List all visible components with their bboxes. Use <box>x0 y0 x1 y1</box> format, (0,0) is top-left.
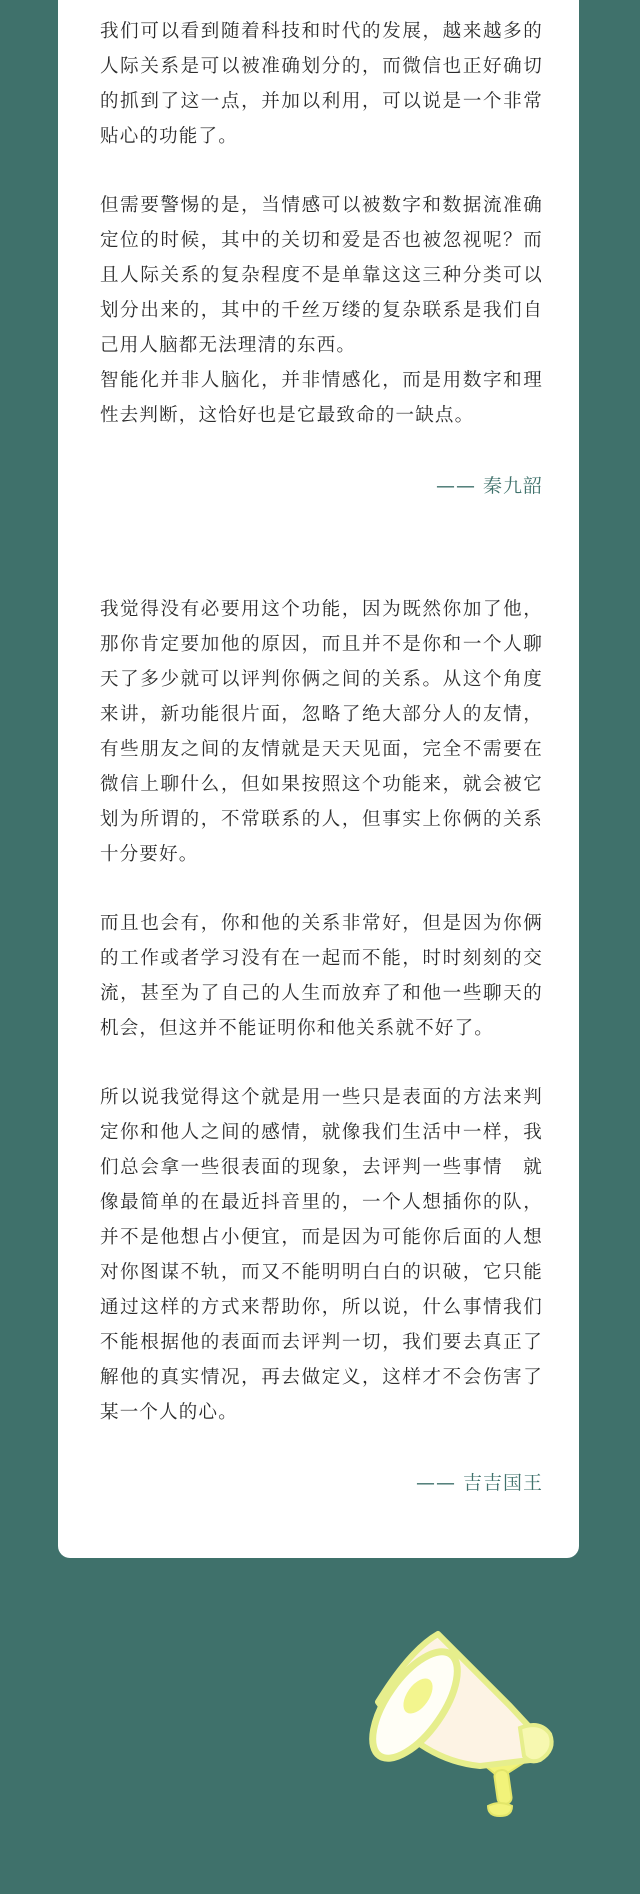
paragraph: 我觉得没有必要用这个功能，因为既然你加了他，那你肯定要加他的原因，而且并不是你和一个人聊天了多少就可以评判你俩之间的关系。从这个角度来讲，新功能很片面，忽略了绝大部分人的友情，有些朋友之间的友情就是天天见面，完全不需要在微信上聊什么，但如果按照这个功能来，就会被它划为所谓的，不常联系的人，但事实上你俩的关系十分要好。 <box>100 599 543 865</box>
paragraph: 而且也会有，你和他的关系非常好，但是因为你俩的工作或者学习没有在一起而不能，时时刻刻的交流，甚至为了自己的人生而放弃了和他一些聊天的机会，但这并不能证明你和他关系就不好了。 <box>100 913 543 1039</box>
content-card <box>58 0 579 1558</box>
signature-jiji-guowang: —— 吉吉国王 <box>415 1472 543 1494</box>
paragraph: 智能化并非人脑化，并非情感化，而是用数字和理性去判断，这恰好也是它最致命的一缺点。 <box>100 370 543 426</box>
megaphone-icon <box>360 1610 580 1830</box>
paragraph: 但需要警惕的是，当情感可以被数字和数据流准确定位的时候，其中的关切和爱是否也被忽视呢？而且人际关系的复杂程度不是单靠这这三种分类可以划分出来的，其中的千丝万缕的复杂联系是我们自己用人脑都无法理清的东西。 <box>100 195 543 356</box>
signature-qin-jiushao: —— 秦九韶 <box>435 475 543 497</box>
paragraph: 所以说我觉得这个就是用一些只是表面的方法来判定你和他人之间的感情，就像我们生活中一样，我们总会拿一些很表面的现象，去评判一些事情 就像最简单的在最近抖音里的，一个人想插你的队，并不是他想占小便宜，而是因为可能你后面的人想对你图谋不轨，而又不能明明白白的识破，它只能通过这样的方式来帮助你，所以说，什么事情我们不能根据他的表面而去评判一切，我们要去真正了解他的真实情况，再去做定义，这样才不会伤害了某一个人的心。 <box>100 1087 543 1423</box>
paragraph: 我们可以看到随着科技和时代的发展，越来越多的人际关系是可以被准确划分的，而微信也正好确切的抓到了这一点，并加以利用，可以说是一个非常贴心的功能了。 <box>100 21 543 147</box>
